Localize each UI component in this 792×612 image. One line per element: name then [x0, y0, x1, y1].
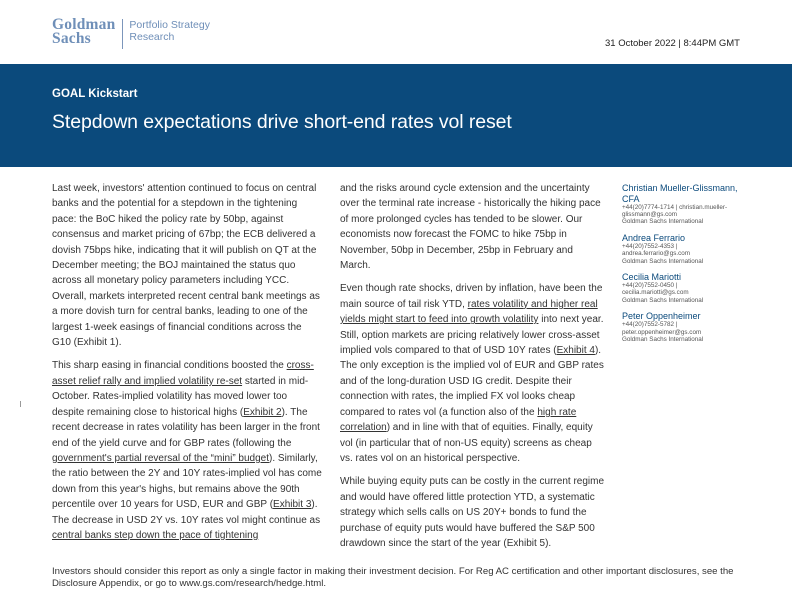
link-central-banks-step-down[interactable]: central banks step down the pace of tightening: [52, 529, 259, 541]
text-run: ). Similarly, the ratio between the 2Y and 10Y rates-implied vol has come down from this year's highs, but remains above the 90th percentile over 10 years for USD, EUR and GBP (: [52, 452, 322, 511]
author-firm: Goldman Sachs International: [622, 335, 704, 343]
author-firm: Goldman Sachs International: [622, 218, 704, 226]
paragraph-1: Last week, investors' attention continued to focus on central banks and the potential for a stepdown in the tightening pace: the BoC hiked the policy rate by 50bp, against consensus and market pricing of 67bp; the ECB delivered a dovish 75bps hike, indicating that it will publish on QT at the December meeting; the BOJ maintained the status quo across all monetary policy parameters including YCC. Overall, markets interpreted recent central bank meetings as a more dovish turn for central banks, leading to one of the largest 1-week easings of financial conditions across the G10 (Exhibit 1).: [52, 183, 320, 349]
paragraph-3: and the risks around cycle extension and the uncertainty over the terminal rate increase - historically the hiking pace of more prolonged cycles has tended to be slower. Our economists now forecast the FOMC to hike 75bp in November, 50bp in December, 25bp in February and March.: [340, 183, 601, 272]
author-list: [622, 183, 752, 350]
logo-line-2: Sachs: [52, 30, 91, 47]
logo-line-1: Goldman: [52, 16, 116, 33]
unit-line-2: Research: [129, 31, 175, 43]
link-relief-rally[interactable]: cross-asset relief rally and implied volatility re-set: [52, 360, 314, 387]
author-firm: Goldman Sachs International: [622, 257, 704, 265]
text-run: ). The recent decrease in rates volatility has been larger in the front end of the yield curve and for GBP rates (following the: [52, 406, 320, 449]
author-contact: +44(20)7552-4353 |: [622, 243, 678, 251]
author-email[interactable]: peter.oppenheimer@gs.com: [622, 328, 702, 336]
text-run: started in mid-October. Rates-implied volatility has moved lower too despite remaining close to historical highs (: [52, 375, 309, 418]
series-name: GOAL Kickstart: [52, 88, 138, 100]
disclosure-note: Investors should consider this report as only a single factor in making their investment decision. For Reg AC certification and other important disclosures, see the Disclosure Appendix, or go to www.gs.com/research/hedge.html.: [52, 566, 734, 589]
title-banner: [0, 64, 792, 167]
text-run: This sharp easing in financial conditions boosted the: [52, 360, 287, 372]
link-high-rate-correlation[interactable]: high rate correlation: [340, 406, 577, 434]
logo-divider: [122, 19, 123, 49]
author-name: Cecilia Mariotti: [622, 271, 682, 282]
text-run: ). The decrease in USD 2Y vs. 10Y rates vol might continue as: [52, 499, 321, 526]
margin-mark: [20, 401, 21, 407]
link-growth-volatility[interactable]: rates volatility and higher real yields might start to feed into growth volatility: [340, 298, 598, 326]
author-entry: [622, 233, 752, 265]
author-name: Christian Mueller-Glissmann,: [622, 183, 738, 193]
text-run: ). The only exception is the implied vol of EUR and GBP rates and of the long-duration USD IG credit. Despite their connection with rates, the implied FX vol looks cheap compared to rates vol (a function also of the: [340, 345, 604, 418]
author-entry: [622, 311, 752, 343]
link-mini-budget[interactable]: government's partial reversal of the “mini” budget: [52, 452, 270, 464]
text-run: into next year. Still, option markets are pricing relatively lower cross-asset implied vols compared to that of USD 10Y rates (: [340, 314, 604, 357]
body-column-2: [340, 181, 605, 551]
report-title: Stepdown expectations drive short-end rates vol reset: [52, 111, 512, 133]
author-contact: +44(20)7552-5782 |: [622, 321, 678, 329]
author-contact: +44(20)7552-0450 |: [622, 282, 678, 290]
author-entry: [622, 272, 752, 304]
link-exhibit-4[interactable]: Exhibit 4: [556, 345, 595, 357]
unit-name: [129, 18, 210, 43]
author-name: Peter Oppenheimer: [622, 310, 701, 321]
body-column-1: [52, 181, 322, 543]
text-run: Even though rate shocks, driven by inflation, have been the main source of tail risk YTD,: [340, 283, 603, 310]
author-email[interactable]: andrea.ferrario@gs.com: [622, 250, 690, 258]
link-exhibit-2[interactable]: Exhibit 2: [243, 406, 282, 418]
link-exhibit-3[interactable]: Exhibit 3: [273, 499, 312, 511]
unit-line-1: Portfolio Strategy: [129, 19, 210, 31]
paragraph-2: [52, 358, 322, 543]
goldman-sachs-logo: [52, 18, 115, 46]
author-firm: Goldman Sachs International: [622, 296, 704, 304]
author-contact: +44(20)7774-1714 | christian.mueller-: [622, 204, 728, 211]
author-name: CFA: [622, 193, 640, 204]
author-email[interactable]: cecilia.mariotti@gs.com: [622, 289, 689, 297]
text-run: ) and in line with that of equities. Finally, equity vol (in particular that of non-US equity) screens as cheap vs. rates vol on an historical perspective.: [340, 422, 593, 464]
report-date: 31 October 2022 | 8:44PM GMT: [604, 38, 740, 49]
logo-block: [52, 18, 210, 49]
author-email[interactable]: glissmann@gs.com: [622, 211, 678, 219]
paragraph-5: While buying equity puts can be costly in the current regime and would have offered little protection YTD, a systematic strategy which sells calls on US 20Y+ bonds to fund the purchase of equity puts would have buffered the S&P 500 drawdown since the start of the year (Exhibit 5).: [340, 476, 605, 549]
author-entry: [622, 183, 752, 226]
author-name: Andrea Ferrario: [622, 232, 686, 243]
paragraph-4: [340, 281, 605, 466]
